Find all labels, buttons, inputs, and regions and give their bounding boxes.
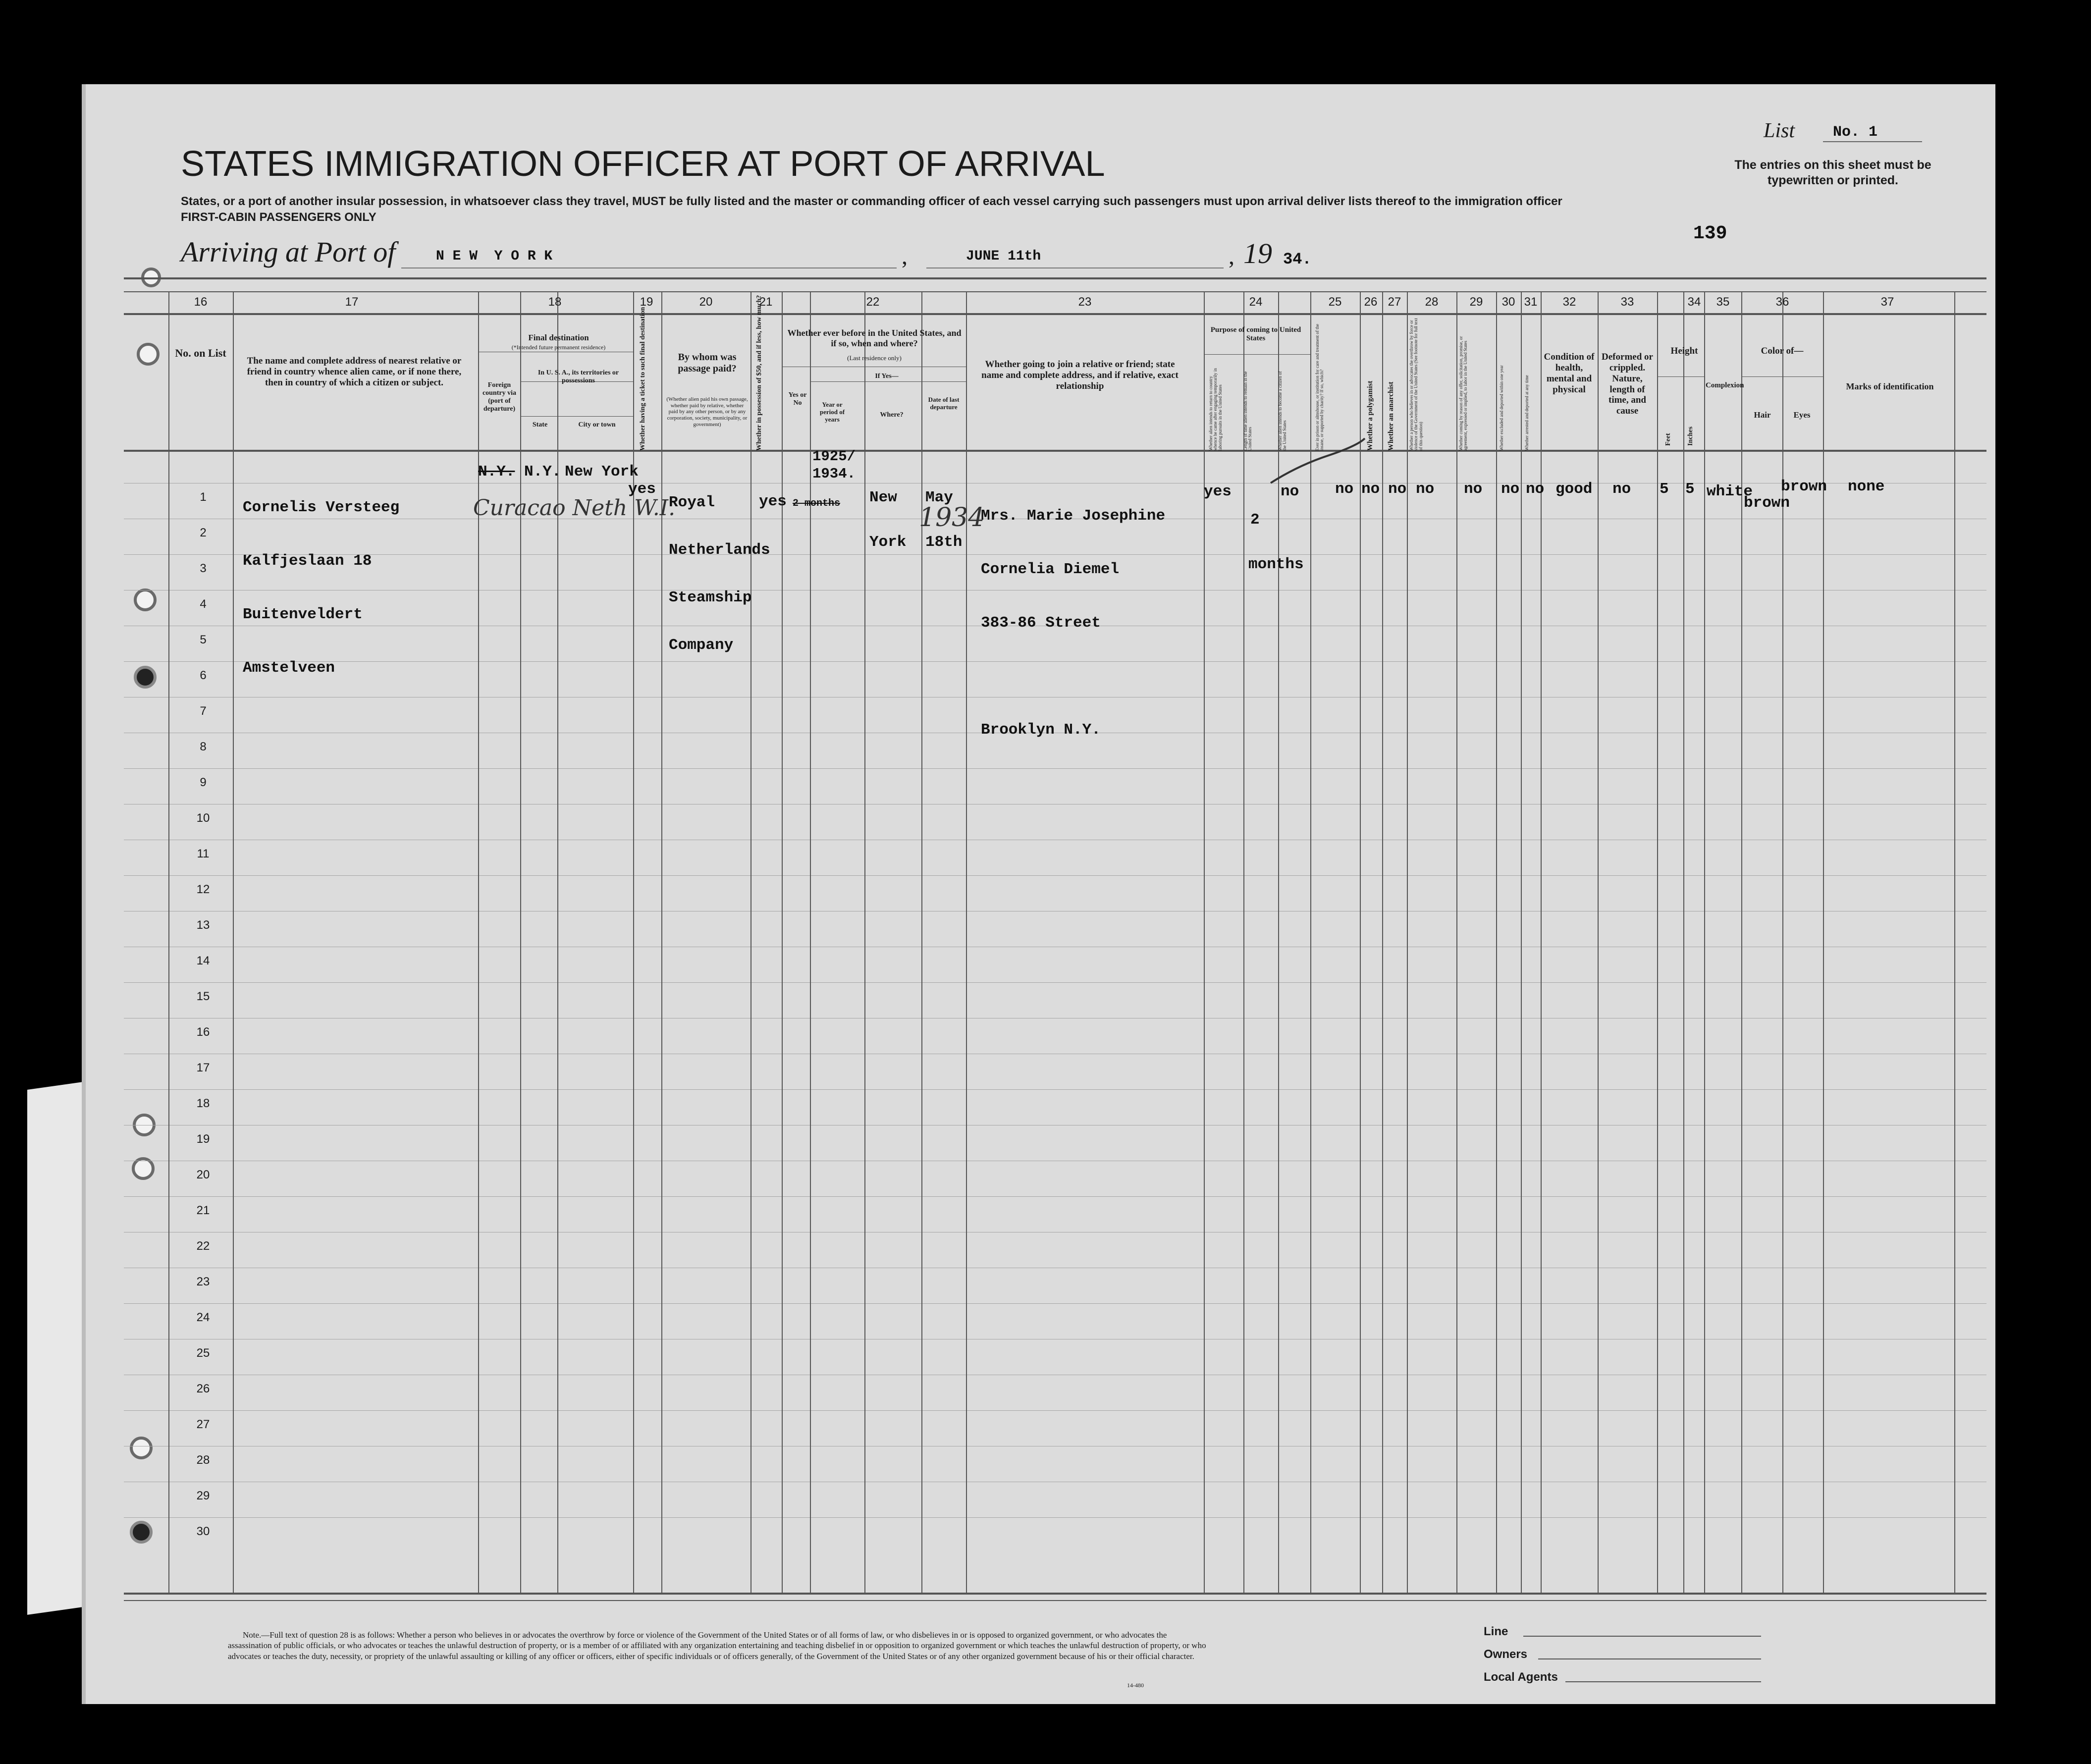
table-rule	[1741, 376, 1823, 377]
row-rule	[124, 875, 1986, 876]
joining-line: 383-86 Street	[981, 614, 1101, 632]
column-number: 30	[1501, 295, 1515, 309]
color-of-header: Color of—	[1761, 346, 1804, 356]
table-rule	[168, 292, 169, 1593]
last-departure-header: Date of last departure	[928, 396, 960, 411]
table-rule	[864, 292, 865, 1593]
table-rule	[782, 292, 783, 1593]
nearest-relative-header: The name and complete address of nearest relative or friend in country whence alien came, or if none there, then in country of which a citizen or subject.	[247, 356, 462, 388]
paid-by-line: Royal	[669, 494, 715, 511]
arrested-value: no	[1526, 481, 1545, 498]
prison-header: Ever in prison or almshouse, or institution for care and treatment of the insane, or supported by charity? If so, which?	[1315, 323, 1325, 451]
table-rule	[233, 292, 234, 1593]
table-rule	[1598, 292, 1599, 1593]
ticket-value: yes	[628, 481, 656, 498]
departure-handwritten: 1934	[919, 503, 985, 533]
year-suffix: 34.	[1283, 250, 1312, 268]
deformed-value: no	[1612, 481, 1631, 498]
departure-line: 18th	[925, 534, 963, 551]
arriving-label: Arriving at Port of	[181, 236, 396, 268]
length-line: months	[1248, 556, 1304, 573]
previous-where	[869, 461, 906, 565]
city-header: City or town	[578, 421, 616, 428]
hair-header: Hair	[1754, 410, 1771, 420]
final-destination-header: Final destination	[528, 333, 589, 342]
where-line: York	[869, 534, 907, 551]
foreign-state-struck: N.Y.	[478, 463, 515, 481]
column-number: 19	[640, 295, 653, 309]
marks-value: none	[1848, 478, 1885, 495]
row-rule	[124, 1089, 1986, 1090]
table-rule	[810, 292, 811, 1593]
page-number: 139	[1693, 223, 1727, 244]
column-number: 25	[1328, 295, 1342, 309]
column-number: 29	[1469, 295, 1483, 309]
overthrow-header: Whether a person who believes in or advocates the overthrow by force or violence of the Government of the United States (See footnote for full text of this question)	[1409, 318, 1423, 451]
prison-value: no	[1335, 481, 1354, 498]
where-line: New	[869, 489, 897, 506]
column-number: 22	[866, 295, 880, 309]
column-number: 32	[1562, 295, 1576, 309]
column-number: 23	[1078, 295, 1092, 309]
table-rule	[1704, 292, 1705, 1593]
column-number: 20	[699, 295, 713, 309]
column-number: 28	[1425, 295, 1439, 309]
table-rule	[124, 313, 1986, 315]
in-usa-header: In U. S. A., its territories or possessions	[537, 369, 619, 385]
row-number: 13	[196, 918, 210, 932]
table-rule	[478, 292, 479, 1593]
row-rule	[124, 1303, 1986, 1304]
column-number: 27	[1388, 295, 1401, 309]
table-rule	[1456, 292, 1457, 1593]
departure-line: May	[925, 489, 953, 506]
complexion-header: Complexion	[1706, 381, 1744, 389]
no-on-list-header: No. on List	[175, 347, 226, 359]
foreign-country-header: Foreign country via (port of departure)	[482, 381, 517, 413]
paid-by-line: Company	[669, 637, 734, 654]
table-rule	[557, 292, 558, 1593]
state-header: State	[532, 421, 548, 428]
column-number: 31	[1524, 295, 1538, 309]
table-rule	[124, 291, 1986, 292]
ever-before-header: Whether ever before in the United States, and if so, when and where?	[787, 328, 962, 348]
inches-header: Inches	[1687, 427, 1694, 446]
table-rule	[1657, 376, 1704, 377]
health-header: Condition of health, mental and physical	[1544, 352, 1595, 395]
row-number: 9	[200, 776, 207, 789]
table-rule	[1657, 292, 1658, 1593]
column-number: 33	[1620, 295, 1634, 309]
row-number: 25	[196, 1346, 210, 1360]
joining-line: Mrs. Marie Josephine	[981, 507, 1166, 525]
binder-hole	[137, 343, 160, 366]
footnote-q28: Note.—Full text of question 28 is as follows: Whether a person who believes in or advocates the overthrow by force or violence of the Government of the United States or of all forms of law, or who disbelieves in or is opposed to organized government, or who advocates the assassination of public officials, or who advocates or teaches the unlawful destruction of property, or is a member of or affiliated with any organization entertaining and teaching disbelief in or opposition to organized government or which teaches the unlawful destruction of property, or who advocates or teaches the duty, necessity, or propriety of the unlawful assaulting or killing of any officer or officers, either of specific individuals or of officers generally, of the Government of the United States or of any other organized government because of his or their official character.	[228, 1630, 1206, 1661]
deformed-header: Deformed or crippled. Nature, length of time, and cause	[1602, 352, 1653, 417]
owners-label: Owners	[1484, 1648, 1528, 1661]
row-number: 6	[200, 669, 207, 682]
return-value: yes	[1204, 483, 1232, 500]
table-rule	[1407, 292, 1408, 1593]
joining-line: Brooklyn N.Y.	[981, 721, 1101, 739]
table-rule	[921, 292, 922, 1593]
joining-line	[981, 668, 1165, 686]
column-number: 34	[1687, 295, 1701, 309]
table-rule	[1954, 292, 1955, 1593]
column-number: 37	[1880, 295, 1894, 309]
row-rule	[124, 1196, 1986, 1197]
hair-value: brown	[1781, 478, 1827, 495]
destination-city: New York	[565, 463, 639, 481]
eyes-value: brown	[1744, 494, 1790, 512]
excluded-header: Whether excluded and deported within one year	[1499, 365, 1504, 451]
year-line-1: 1925/	[812, 448, 856, 465]
column-number: 18	[548, 295, 562, 309]
form-instruction: States, or a port of another insular possession, in whatsoever class they travel, MUST be fully listed and the master or commanding officer of each vessel carrying such passengers must upon arrival deliver lists thereof to the immigration officer	[181, 195, 1562, 208]
row-number: 30	[196, 1525, 210, 1538]
row-number: 7	[200, 704, 207, 718]
table-rule	[124, 1600, 1986, 1601]
table-rule	[1521, 292, 1522, 1593]
row-number: 26	[196, 1382, 210, 1395]
column-number: 21	[759, 295, 773, 309]
column-number: 17	[345, 295, 359, 309]
binder-hole	[130, 1521, 153, 1544]
inches-value: 5	[1685, 481, 1695, 498]
form-number: 14-480	[1127, 1682, 1144, 1689]
passage-paid-header: By whom was passage paid?	[678, 352, 737, 374]
anarchist-value: no	[1388, 481, 1407, 498]
list-label: List	[1764, 119, 1795, 142]
row-number: 4	[200, 597, 207, 611]
row-number: 16	[196, 1025, 210, 1039]
row-number: 8	[200, 740, 207, 753]
row-number: 18	[196, 1097, 210, 1110]
table-rule	[124, 1593, 1986, 1595]
where-header: Where?	[880, 411, 904, 419]
citizen-value: no	[1281, 483, 1299, 500]
money-value: yes	[759, 493, 787, 510]
table-rule	[124, 450, 1986, 452]
arrested-header: Whether arrested and deported at any time	[1524, 375, 1529, 451]
entries-note: The entries on this sheet must be typewritten or printed.	[1734, 158, 1931, 188]
row-number: 24	[196, 1311, 210, 1324]
purpose-length-header: Length of time alien intends to remain in the United States	[1243, 371, 1253, 451]
passage-paid-sub: (Whether alien paid his own passage, whether paid by relative, whether paid by any other person, or by any corporation, society, municipality, or government)	[666, 396, 748, 428]
year-line-2: 1934.	[812, 466, 856, 482]
row-number: 21	[196, 1204, 210, 1217]
row-number: 28	[196, 1453, 210, 1467]
relative-name: Cornelis Versteeg	[243, 499, 400, 516]
port-of-arrival: N E W Y O R K	[436, 249, 553, 264]
row-number: 11	[197, 847, 210, 860]
polygamist-value: no	[1361, 481, 1380, 498]
marks-header: Marks of identification	[1846, 381, 1934, 391]
row-number: 14	[196, 954, 210, 967]
row-number: 5	[200, 633, 207, 646]
money-header: Whether in possession of $50, and if less, how much?	[755, 295, 763, 451]
comma: ,	[1229, 243, 1234, 269]
height-header: Height	[1670, 346, 1698, 356]
relative-district: Buitenveldert	[243, 606, 363, 623]
binder-hole	[134, 666, 157, 689]
if-yes-header: If Yes—	[875, 373, 899, 380]
row-rule	[124, 1517, 1986, 1518]
purpose-header: Purpose of coming to United States	[1210, 326, 1301, 343]
row-rule	[124, 1410, 1986, 1411]
table-rule	[966, 292, 967, 1593]
paid-by-line: Netherlands	[669, 541, 770, 559]
destination-state: N.Y.	[524, 463, 561, 481]
year-prefix: 19	[1243, 237, 1272, 269]
anarchist-header: Whether an anarchist	[1387, 381, 1395, 451]
table-rule	[1496, 292, 1497, 1593]
purpose-return-header: Whether alien intends to return to country whence he came after engaging temporarily in laboring pursuits in the United States	[1208, 368, 1223, 451]
class-line: FIRST-CABIN PASSENGERS ONLY	[181, 211, 376, 224]
yes-no-header: Yes or No	[788, 391, 807, 407]
joining-header: Whether going to join a relative or friend; state name and complete address, and if relative, exact relationship	[981, 359, 1179, 391]
row-number: 22	[196, 1239, 210, 1253]
final-destination-sub: (*Intended future permanent residence)	[511, 344, 606, 351]
handwritten-foreign: Curacao Neth W.I.	[473, 495, 676, 521]
binder-hole	[130, 1437, 153, 1459]
joining-relative	[981, 472, 1165, 757]
year-period-header: Year or period of years	[819, 401, 845, 423]
row-number: 2	[200, 526, 207, 539]
relative-town: Amstelveen	[243, 659, 335, 677]
labor-offer-header: Whether coming by reason of any offer, solicitation, promise, or agreement, expressed or implied, to labor in the United States	[1458, 336, 1468, 451]
row-rule	[124, 768, 1986, 769]
table-rule	[124, 277, 1986, 279]
column-number: 24	[1249, 295, 1263, 309]
row-number: 3	[200, 562, 207, 575]
overthrow-value: no	[1416, 481, 1435, 498]
column-number: 36	[1775, 295, 1789, 309]
eyes-header: Eyes	[1793, 410, 1811, 420]
row-number: 29	[196, 1489, 210, 1502]
row-number: 20	[196, 1168, 210, 1181]
line-label: Line	[1484, 1625, 1508, 1638]
row-number: 17	[196, 1061, 210, 1074]
row-rule	[124, 982, 1986, 983]
row-number: 1	[200, 490, 207, 504]
table-rule	[1683, 292, 1684, 1593]
length-line: 2	[1250, 511, 1260, 529]
paid-by	[669, 463, 770, 669]
column-number: 35	[1716, 295, 1730, 309]
feet-header: Feet	[1664, 433, 1672, 446]
column-number: 26	[1364, 295, 1378, 309]
list-number: No. 1	[1833, 124, 1878, 141]
row-number: 10	[196, 811, 210, 825]
purpose-citizen-header: Whether alien intends to become a citizen of the United States	[1278, 371, 1287, 451]
health-value: good	[1555, 481, 1593, 498]
labor-offer-value: no	[1464, 481, 1483, 498]
row-number: 15	[196, 990, 210, 1003]
paid-by-line: Steamship	[669, 589, 752, 606]
feet-value: 5	[1660, 481, 1669, 498]
year-line-3: 2 months	[793, 498, 841, 509]
form-title: STATES IMMIGRATION OFFICER AT PORT OF ARRIVAL	[181, 144, 1105, 184]
complexion-value: white	[1707, 483, 1753, 500]
ticket-header: Whether having a ticket to such final destination	[639, 307, 646, 451]
polygamist-header: Whether a polygamist	[1366, 380, 1374, 451]
table-rule	[810, 381, 966, 382]
ever-before-sub: (Last residence only)	[847, 354, 902, 362]
table-rule	[520, 292, 521, 1593]
table-rule	[1204, 354, 1310, 355]
excluded-value: no	[1501, 481, 1520, 498]
row-number: 12	[196, 883, 210, 896]
arrival-date: JUNE 11th	[966, 249, 1041, 264]
column-number: 16	[194, 295, 208, 309]
manifest-sheet	[82, 84, 1995, 1704]
relative-address	[243, 463, 399, 695]
table-rule	[661, 292, 662, 1593]
table-rule	[1243, 292, 1244, 1593]
comma: ,	[902, 243, 908, 269]
row-number: 19	[196, 1132, 210, 1146]
binder-hole	[134, 588, 157, 611]
table-rule	[1382, 292, 1383, 1593]
row-number: 27	[196, 1418, 210, 1431]
table-rule	[520, 416, 633, 417]
relative-street: Kalfjeslaan 18	[243, 552, 372, 570]
row-number: 23	[196, 1275, 210, 1288]
local-agents-label: Local Agents	[1484, 1670, 1558, 1684]
joining-line: Cornelia Diemel	[981, 561, 1120, 578]
